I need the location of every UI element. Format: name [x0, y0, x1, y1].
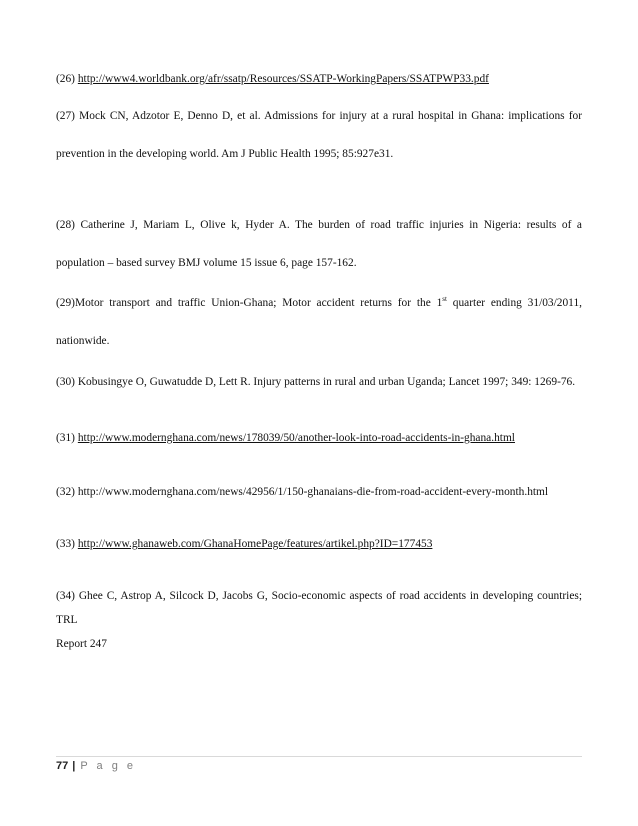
reference-text-line: TRL: [56, 614, 78, 626]
footer-divider: [56, 756, 582, 757]
reference-text-part: quarter ending 31/03/2011,: [446, 297, 582, 309]
reference-34: [56, 584, 582, 656]
reference-number: (31): [56, 432, 78, 444]
reference-text-line: (28) Catherine J, Mariam L, Olive k, Hyder A. The burden of road traffic injuries in Nigeria: results of a: [56, 219, 582, 231]
reference-text-line: Report 247: [56, 638, 107, 650]
ordinal-superscript: st: [442, 295, 447, 304]
reference-text-line: (30) Kobusingye O, Guwatudde D, Lett R. Injury patterns in rural and urban Uganda; Lancet 1997; 349: 1269-76.: [56, 376, 576, 388]
reference-text-line: prevention in the developing world. Am J Public Health 1995; 85:927e31.: [56, 148, 394, 160]
reference-text-line: nationwide.: [56, 335, 110, 347]
reference-number: (26): [56, 73, 78, 85]
reference-link[interactable]: http://www.modernghana.com/news/178039/50/another-look-into-road-accidents-in-ghana.html: [77, 432, 515, 444]
reference-29: [56, 291, 582, 353]
reference-text-line: [56, 291, 582, 315]
page-number: 77: [56, 760, 69, 772]
reference-text-part: (29)Motor transport and traffic Union-Ghana; Motor accident returns for the 1: [56, 297, 443, 309]
page-footer: [56, 758, 136, 774]
reference-26: [56, 67, 582, 91]
reference-text-line: population – based survey BMJ volume 15 issue 6, page 157-162.: [56, 257, 357, 269]
reference-28: [56, 213, 582, 275]
footer-separator: |: [72, 760, 76, 772]
reference-32: [56, 480, 582, 504]
reference-number: (33): [56, 538, 78, 550]
page-label: P a g e: [80, 760, 136, 772]
reference-33: [56, 532, 582, 556]
reference-link[interactable]: http://www4.worldbank.org/afr/ssatp/Resources/SSATP-WorkingPapers/SSATPWP33.pdf: [77, 73, 489, 85]
reference-text-line: (32) http://www.modernghana.com/news/42956/1/150-ghanaians-die-from-road-accident-every-month.html: [56, 486, 549, 498]
reference-text-line: (34) Ghee C, Astrop A, Silcock D, Jacobs G, Socio-economic aspects of road accidents in developing countries;: [56, 590, 582, 602]
reference-31: [56, 426, 582, 450]
reference-text-line: (27) Mock CN, Adzotor E, Denno D, et al. Admissions for injury at a rural hospital in Ghana: implications for: [56, 110, 582, 122]
reference-30: [56, 370, 582, 394]
reference-link[interactable]: http://www.ghanaweb.com/GhanaHomePage/features/artikel.php?ID=177453: [77, 538, 433, 550]
reference-27: [56, 104, 582, 166]
